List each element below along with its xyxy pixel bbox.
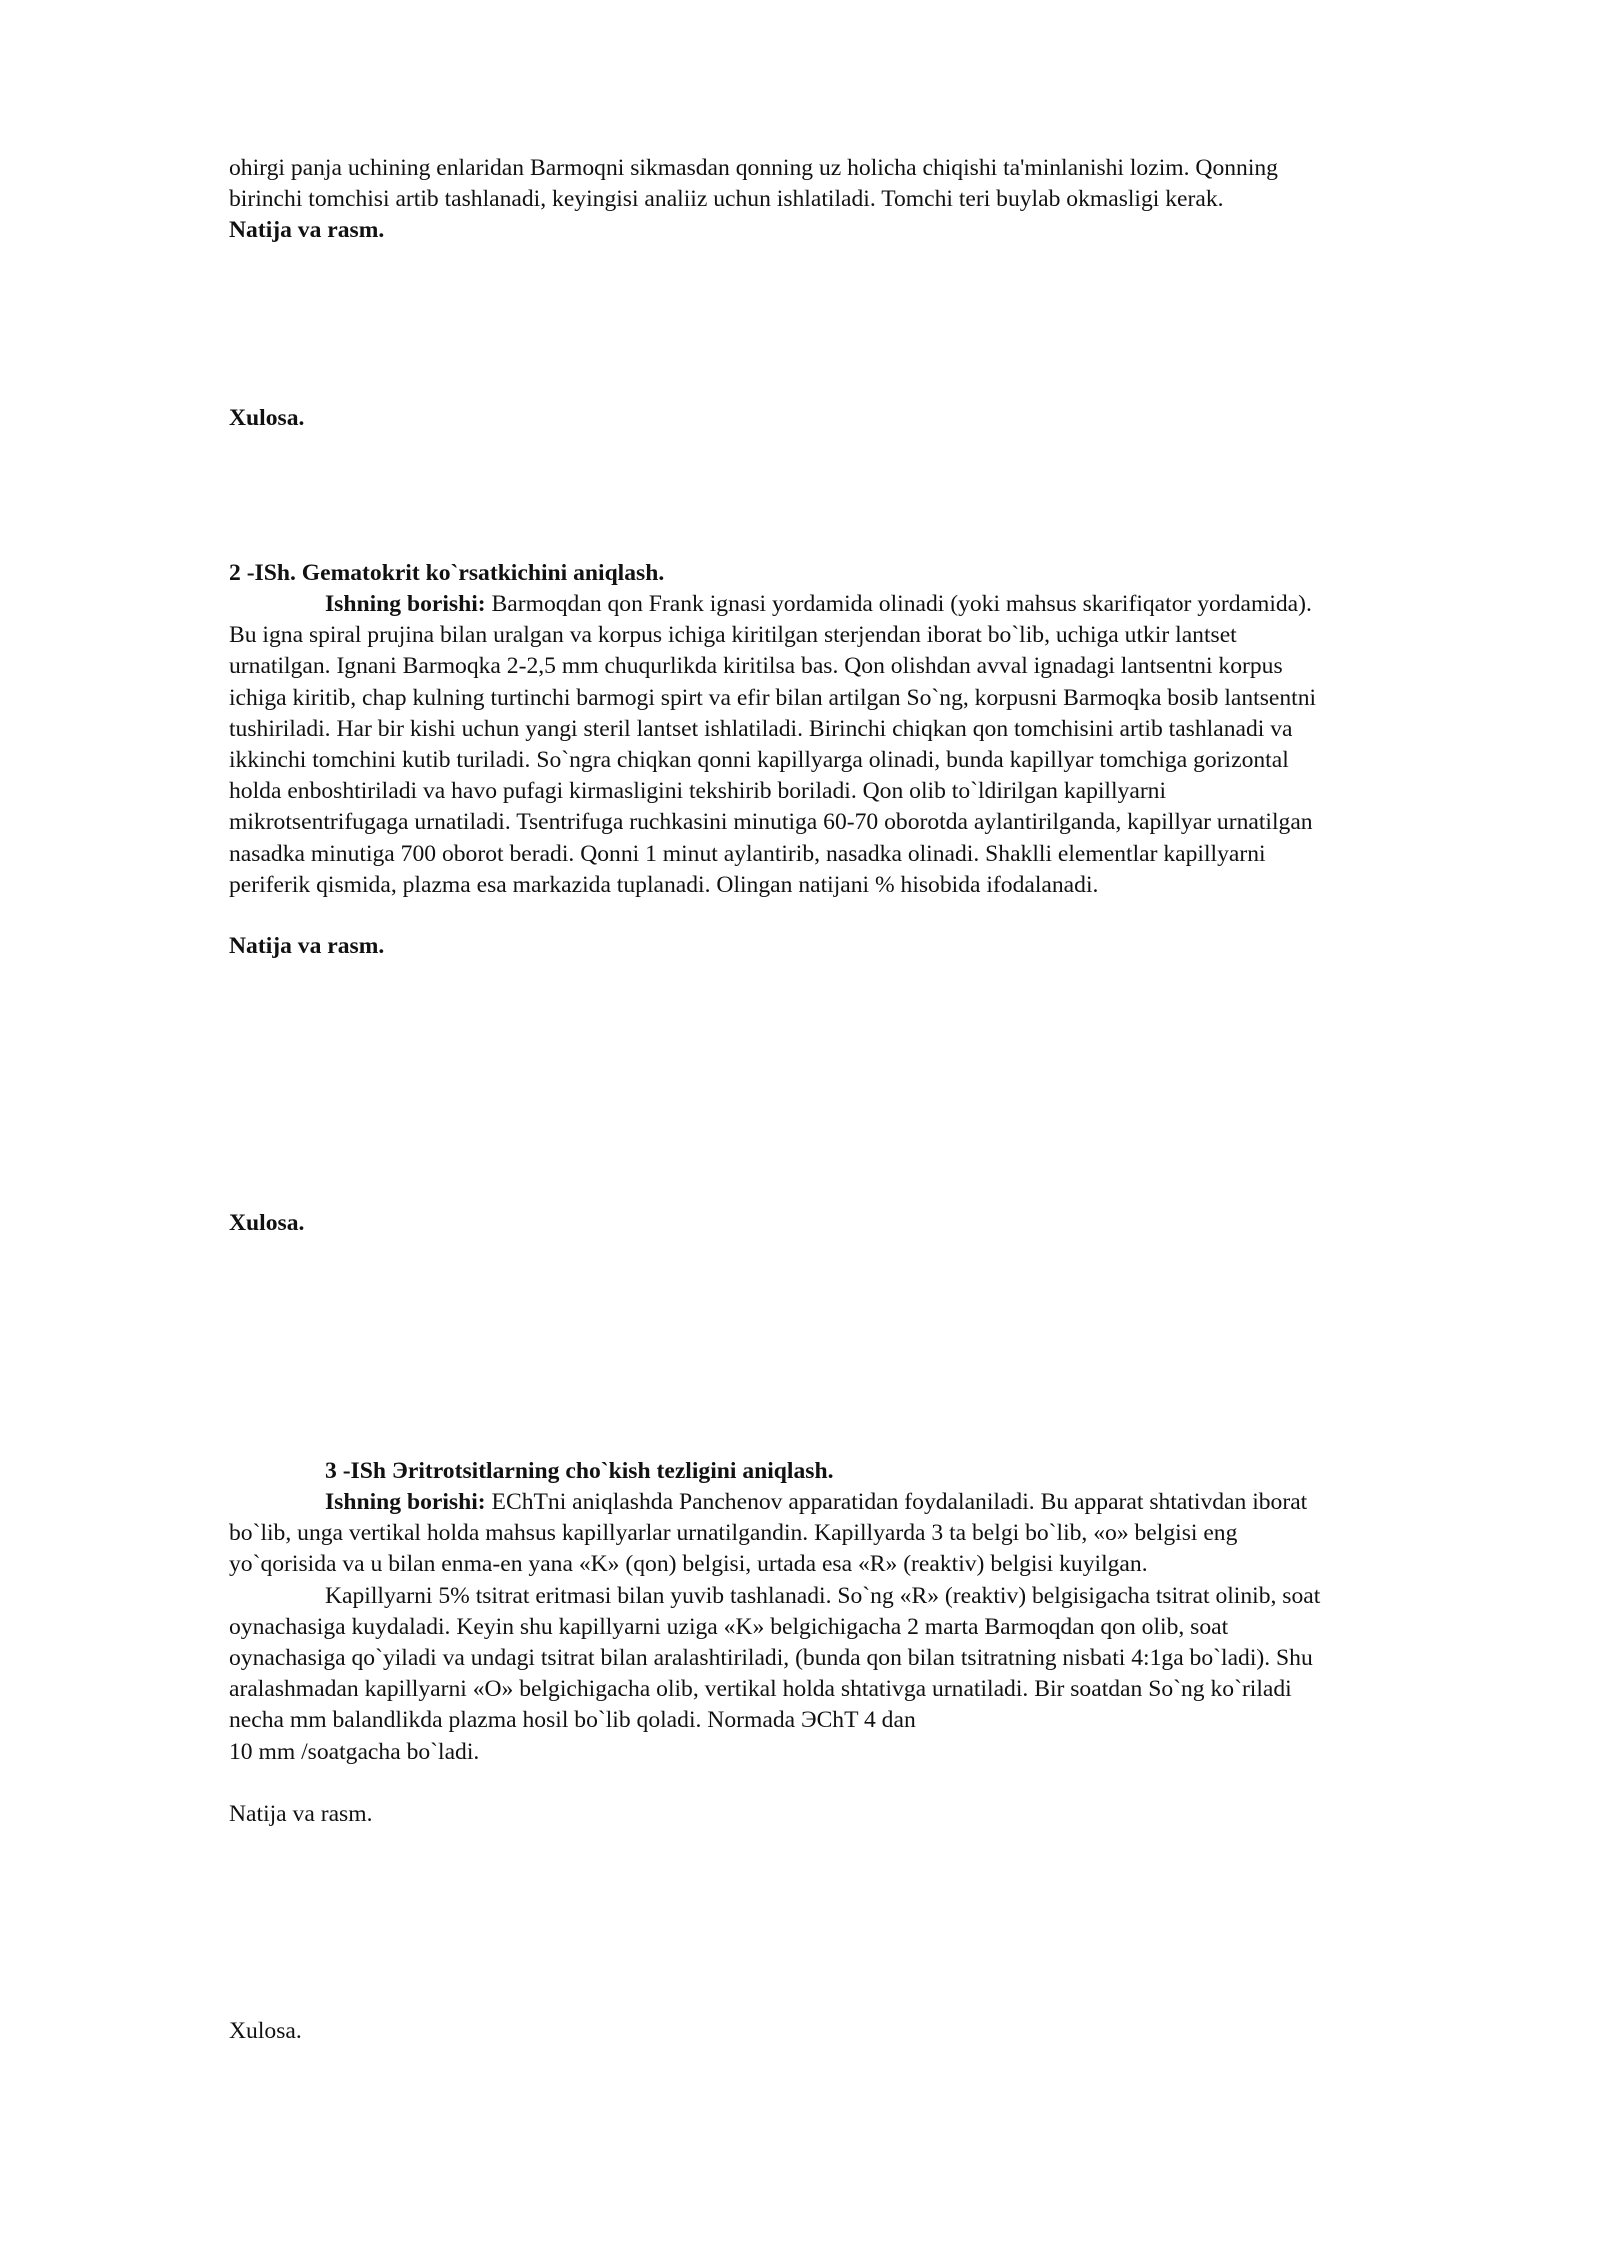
intro-result-label: Natija va rasm. [229,217,385,244]
section3-result-label: Natija va rasm. [229,1801,373,1827]
section3-line: oynachasiga qo`yiladi va undagi tsitrat bilan aralashtiriladi, (bunda qon bilan tsitratning nisbati 4:1ga bo`ladi). Shu [229,1645,1313,1672]
section3-conclusion-label: Xulosa. [229,2018,302,2044]
section2-line: tushiriladi. Har bir kishi uchun yangi steril lantset ishlatiladi. Birinchi chiqkan qon tomchisini artib tashlanadi va [229,715,1293,742]
section3-line: bo`lib, unga vertikal holda mahsus kapillyarlar urnatilgandin. Kapillyarda 3 ta belgi bo`lib, «o» belgisi eng [229,1520,1238,1547]
section2-line: urnatilgan. Ignani Barmoqka 2-2,5 mm chuqurlikda kiritilsa bas. Qon olishdan avval ignadagi lantsentni korpus [229,653,1283,680]
section3-line: necha mm balandlikda plazma hosil bo`lib qoladi. Normada ЭChT 4 dan [229,1707,916,1734]
section2-line: holda enboshtiriladi va havo pufagi kirmasligini tekshirib boriladi. Qon olib to`ldirilgan kapillyarni [229,778,1167,805]
section3-procedure-label: Ishning borishi: [325,1489,486,1515]
section2-title: 2 -ISh. Gematokrit ko`rsatkichini aniqlash. [229,560,665,586]
intro-conclusion-label: Xulosa. [229,405,305,431]
section3-line: 10 mm /soatgacha bo`ladi. [229,1738,480,1765]
section3-line: EChTni aniqlashda Panchenov apparatidan foydalaniladi. Bu apparat shtativdan iborat [485,1489,1308,1515]
section2-line: Bu igna spiral prujina bilan uralgan va korpus ichiga kiritilgan sterjendan iborat bo`lib, uchiga utkir lantset [229,622,1237,649]
section2-line: ichiga kiritib, chap kulning turtinchi barmogi spirt va efir bilan artilgan So`ng, korpusni Barmoqka bosib lantsentni [229,684,1317,711]
section2-line: periferik qismida, plazma esa markazida tuplanadi. Olingan natijani % hisobida ifodalanadi. [229,871,1099,898]
section3-line: oynachasiga kuydaladi. Keyin shu kapillyarni uziga «K» belgichigacha 2 marta Barmoqdan qon olib, soat [229,1613,1229,1640]
intro-line: ohirgi panja uchining enlaridan Barmoqni sikmasdan qonning uz holicha chiqishi ta'minlanishi lozim. Qonning [229,155,1278,181]
intro-line: birinchi tomchisi artib tashlanadi, keyingisi analiiz uchun ishlatiladi. Tomchi teri buylab okmasligi kerak. [229,186,1224,213]
section2-procedure [229,589,1489,901]
section2-procedure-label: Ishning borishi: [325,591,486,617]
section3-procedure [229,1487,1489,1768]
section2-result-label: Natija va rasm. [229,933,385,959]
section2-line: Barmoqdan qon Frank ignasi yordamida olinadi (yoki mahsus skarifiqator yordamida). [485,591,1312,617]
section2-line: nasadka minutiga 700 oborot beradi. Qonni 1 minut aylantirib, nasadka olinadi. Shaklli elementlar kapillyarni [229,840,1266,867]
section3-line: aralashmadan kapillyarni «O» belgichigacha olib, vertikal holda shtativga urnatiladi. Bir soatdan So`ng ko`riladi [229,1676,1292,1703]
section2-line: mikrotsentrifugaga urnatiladi. Tsentrifuga ruchkasini minutiga 60-70 oborotda aylantirilganda, kapillyar urnatilgan [229,809,1313,836]
section3-line: Kapillyarni 5% tsitrat eritmasi bilan yuvib tashlanadi. So`ng «R» (reaktiv) belgisigacha tsitrat olinib, soat [325,1582,1321,1609]
section3-title: 3 -ISh Эritrotsitlarning cho`kish tezligini aniqlash. [325,1458,834,1484]
section2-conclusion-label: Xulosa. [229,1210,305,1236]
section3-line: yo`qorisida va u bilan enma-en yana «K» (qon) belgisi, urtada esa «R» (reaktiv) belgisi kuyilgan. [229,1551,1148,1578]
intro-paragraph [229,153,1489,247]
section2-line: ikkinchi tomchini kutib turiladi. So`ngra chiqkan qonni kapillyarga olinadi, bunda kapillyar tomchiga gorizontal [229,747,1289,774]
